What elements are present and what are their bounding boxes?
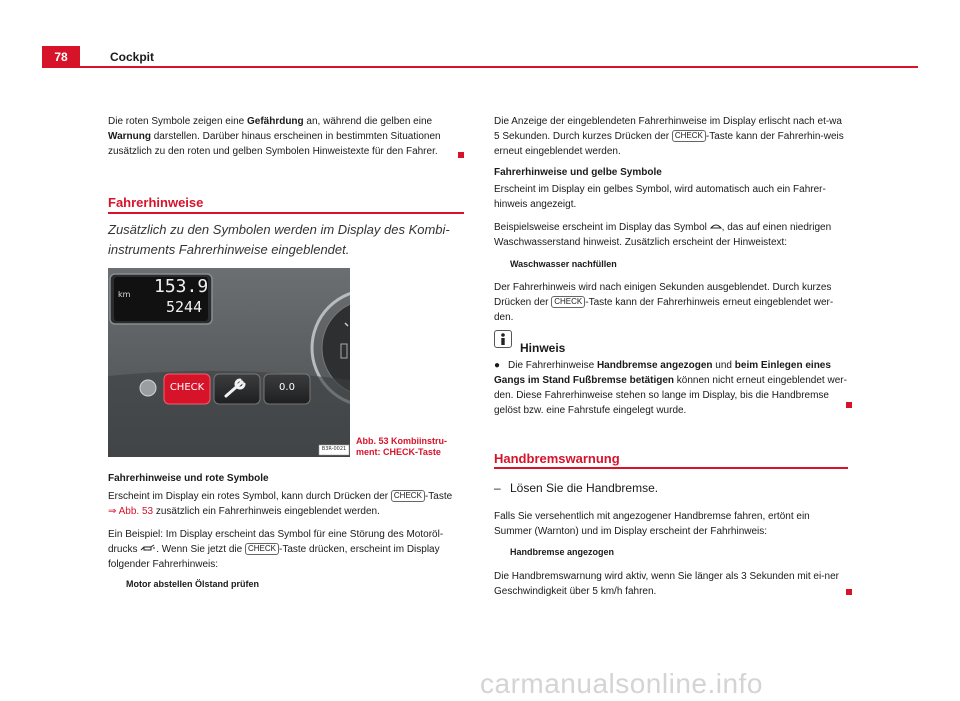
cluster-illustration (108, 268, 350, 457)
check-button[interactable]: CHECK (169, 382, 205, 393)
check-key: CHECK (672, 130, 706, 142)
trip-value: 153.9 (154, 276, 209, 297)
paragraph-beispiel: Ein Beispiel: Im Display erscheint das Symbol für eine Störung des Motoröl-drucks . Wenn Sie jetzt die CHECK -Taste drücken, erscheint im Display folgender Fahrerhinweis: (108, 529, 444, 570)
message-oelstand: Motor abstellen Ölstand prüfen (126, 579, 260, 589)
end-marker (846, 402, 852, 408)
figure-code: B3R-0021 (321, 446, 347, 452)
section-title: Cockpit (110, 50, 155, 64)
intro-paragraph: Die roten Symbole zeigen eine Gefährdung an, während die gelben eine Warnung darstellen. Darüber hinaus erscheinen in bestimmten Situationen zusätzlich zu den roten und gelben Symbolen Hinweistexte für den Fahrer. (108, 116, 441, 157)
paragraph-rote-symbole: Erscheint im Display ein rotes Symbol, kann durch Drücken der CHECK -Taste ⇒ Abb. 53 zusätzlich ein Fahrerhinweis eingeblendet werden. (108, 491, 453, 517)
note-text: ● Die Fahrerhinweise Handbremse angezogen und beim Einlegen eines Gangs im Stand Fußbremse betätigen können nicht erneut eingeblendet wer-den. Diese Fahrerhinweise stehen so lange im Display, bis die Handbremse gelöst bzw. eine Fahrstufe eingelegt wurde. (494, 360, 847, 416)
heading-fahrerhinweise: Fahrerhinweise (108, 195, 204, 210)
subheading-gelbe-symbole: Fahrerhinweise und gelbe Symbole (494, 167, 662, 178)
note-title: Hinweis (520, 341, 566, 355)
message-handbremse: Handbremse angezogen (510, 547, 615, 557)
paragraph-ausgeblendet: Der Fahrerhinweis wird nach einigen Sekunden ausgeblendet. Durch kurzes Drücken der CHECK -Taste kann der Fahrerhinweis erneut eingeblendet wer-den. (494, 282, 834, 323)
watermark: carmanualsonline.info (480, 668, 763, 699)
washer-fluid-icon (710, 220, 722, 228)
lead-text: Zusätzlich zu den Symbolen werden im Display des Kombi-instruments Fahrerhinweise eingeblendet. (108, 222, 450, 257)
subheading-rote-symbole: Fahrerhinweise und rote Symbole (108, 473, 269, 484)
figure-caption: Abb. 53 Kombiinstru- ment: CHECK-Taste (356, 436, 448, 457)
paragraph-anzeige: Die Anzeige der eingeblendeten Fahrerhinweise im Display erlischt nach et-wa 5 Sekunden. Durch kurzes Drücken der CHECK -Taste kann der Fahrerhin-weis erneut eingeblendet werden. (494, 116, 844, 157)
paragraph-handbremse: Falls Sie versehentlich mit angezogener Handbremse fahren, ertönt ein Summer (Warnton) und im Display erscheint der Fahrhinweis: (494, 511, 810, 537)
heading-handbremswarnung: Handbremswarnung (494, 451, 620, 466)
header-rule (42, 66, 918, 68)
oil-pressure-icon (140, 542, 156, 550)
end-marker (458, 152, 464, 158)
heading-rule (108, 212, 464, 214)
check-key: CHECK (551, 296, 585, 308)
paragraph-handbremswarnung: Die Handbremswarnung wird aktiv, wenn Sie länger als 3 Sekunden mit ei-ner Geschwindigkeit über 5 km/h fahren. (494, 571, 839, 597)
message-waschwasser: Waschwasser nachfüllen (510, 259, 617, 269)
figure-link[interactable]: ⇒ Abb. 53 (108, 506, 154, 517)
km-label: km (118, 290, 131, 299)
instrument-cluster-figure (108, 268, 350, 457)
odometer-value: 5244 (166, 298, 203, 316)
check-key: CHECK (391, 490, 425, 502)
heading-rule (494, 467, 848, 469)
check-key: CHECK (245, 543, 279, 555)
info-icon (494, 330, 512, 348)
paragraph-gelbe-symbole: Erscheint im Display ein gelbes Symbol, wird automatisch auch ein Fahrer-hinweis angezeigt. (494, 184, 826, 210)
reset-button[interactable]: 0.0 (279, 382, 295, 393)
end-marker (846, 589, 852, 595)
step-item: – Lösen Sie die Handbremse. (494, 481, 659, 495)
page-number: 78 (42, 46, 80, 68)
paragraph-waschwasser: Beispielsweise erscheint im Display das Symbol , das auf einen niedrigen Waschwasserstand hinweist. Zusätzlich erscheint der Hinweistext: (494, 222, 832, 248)
